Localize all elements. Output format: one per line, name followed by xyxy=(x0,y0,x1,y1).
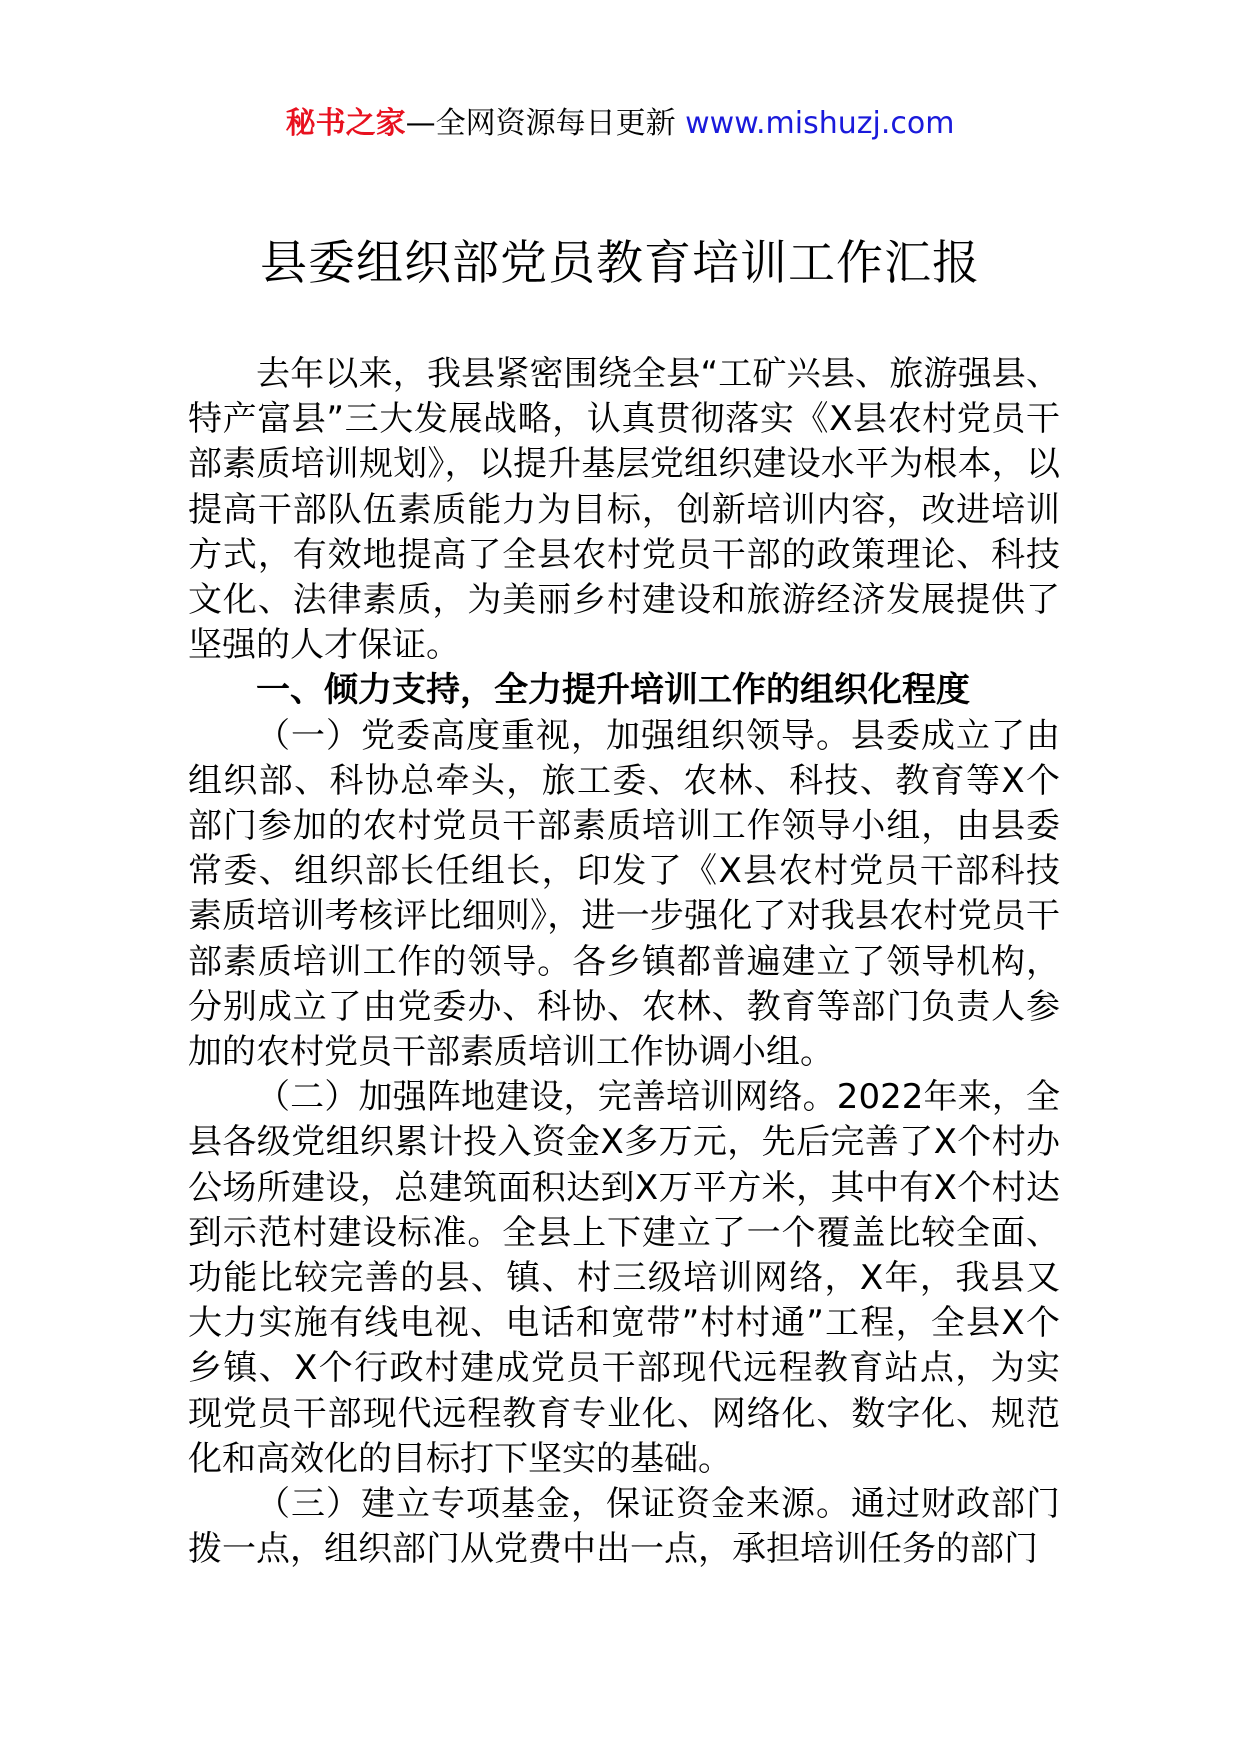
document-body xyxy=(188,352,1060,1572)
site-header xyxy=(0,100,1240,148)
section-heading-1: 一、倾力支持，全力提升培训工作的组织化程度 xyxy=(256,670,970,711)
document-title: 县委组织部党员教育培训工作汇报 xyxy=(260,236,980,291)
subsection-paragraph-2: （二）加强阵地建设，完善培训网络。2022年来，全县各级党组织累计投入资金X多万元，先后完善了X个村办公场所建设，总建筑面积达到X万平方米，其中有X个村达到示范村建设标准。全县上下建立了一个覆盖比较全面、功能比较完善的县、镇、村三级培训网络，X年，我县又大力实施有线电视、电话和宽带”村村通”工程，全县X个乡镇、X个行政村建成党员干部现代远程教育站点，为实现党员干部现代远程教育专业化、网络化、数字化、规范化和高效化的目标打下坚实的基础。 xyxy=(188,1077,1060,1479)
header-slogan: —全网资源每日更新 xyxy=(405,106,686,141)
site-url-link[interactable]: www.mishuzj.com xyxy=(685,106,955,141)
subsection-paragraph-1: （一）党委高度重视，加强组织领导。县委成立了由组织部、科协总牵头，旅工委、农林、科技、教育等X个部门参加的农村党员干部素质培训工作领导小组，由县委常委、组织部长任组长，印发了《X县农村党员干部科技素质培训考核评比细则》，进一步强化了对我县农村党员干部素质培训工作的领导。各乡镇都普遍建立了领导机构，分别成立了由党委办、科协、农林、教育等部门负责人参加的农村党员干部素质培训工作协调小组。 xyxy=(188,715,1060,1073)
brand-name: 秘书之家 xyxy=(285,106,406,141)
intro-paragraph: 去年以来，我县紧密围绕全县“工矿兴县、旅游强县、特产富县”三大发展战略，认真贯彻落实《X县农村党员干部素质培训规划》，以提升基层党组织建设水平为根本，以提高干部队伍素质能力为目标，创新培训内容，改进培训方式，有效地提高了全县农村党员干部的政策理论、科技文化、法律素质，为美丽乡村建设和旅游经济发展提供了坚强的人才保证。 xyxy=(188,354,1060,666)
subsection-paragraph-3: （三）建立专项基金，保证资金来源。通过财政部门拨一点，组织部门从党费中出一点，承担培训任务的部门 xyxy=(188,1484,1060,1570)
